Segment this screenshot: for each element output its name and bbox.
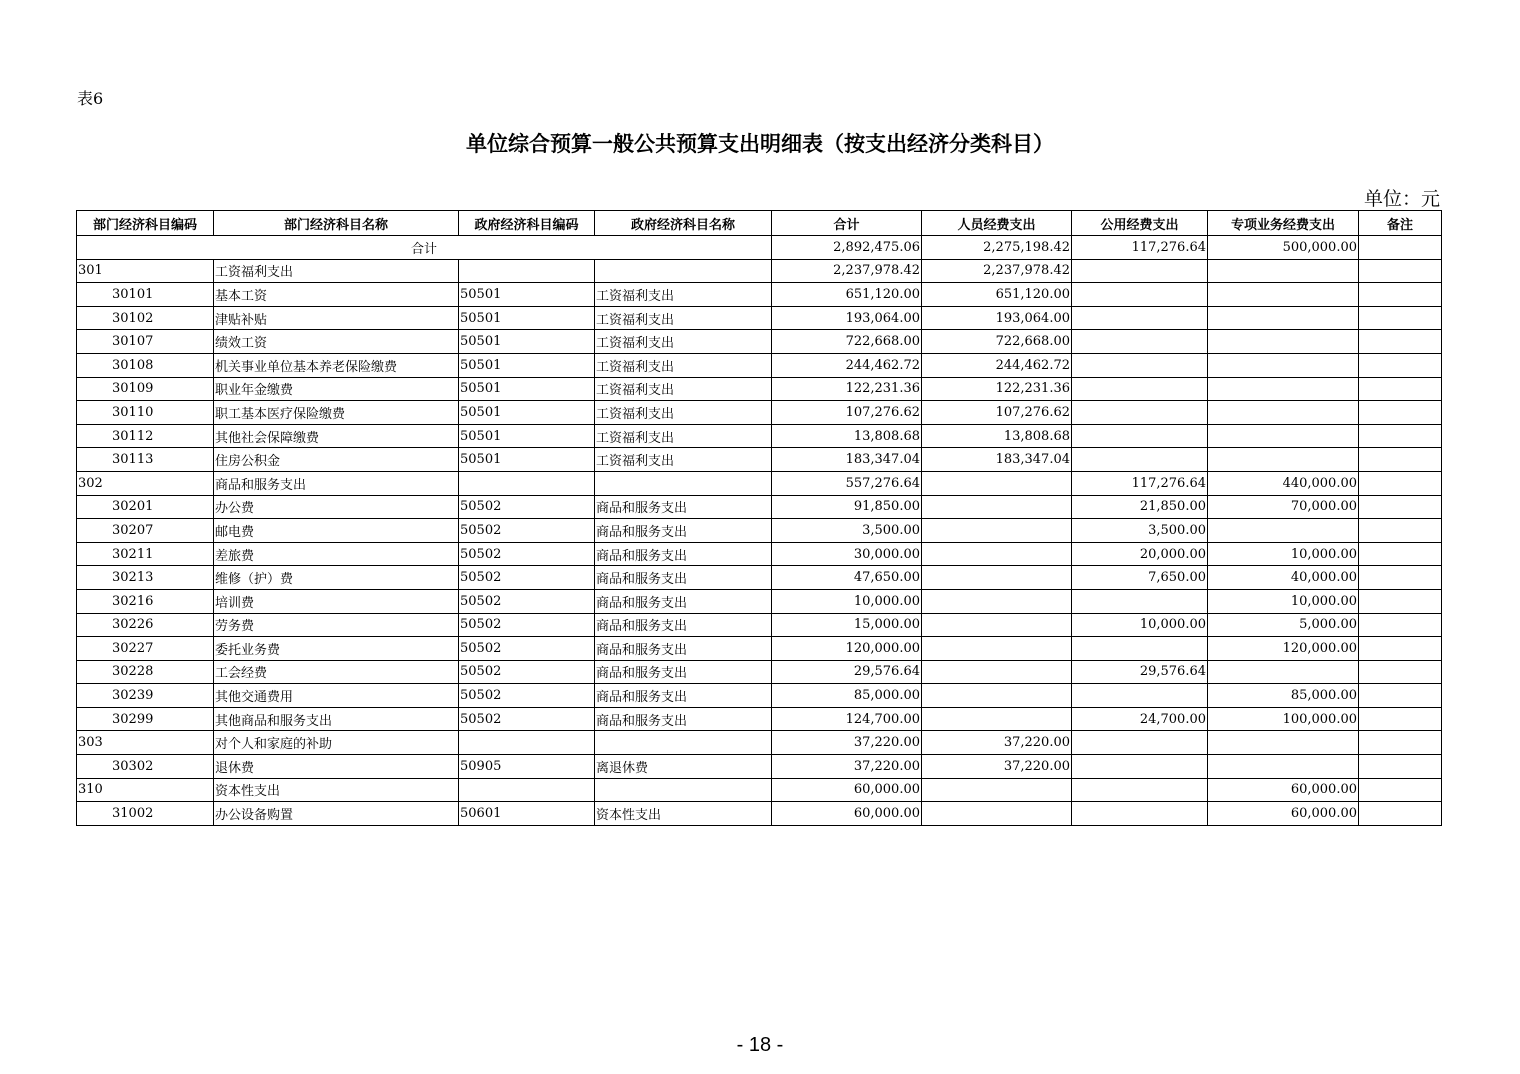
remark-cell [1359, 330, 1442, 354]
total-cell: 15,000.00 [772, 613, 922, 637]
dept-name-cell: 劳务费 [214, 613, 459, 637]
table-row [77, 377, 1442, 401]
unit-label: 单位：元 [1363, 188, 1440, 210]
column-header: 部门经济科目编码 [77, 211, 214, 236]
personnel-cell [922, 589, 1072, 613]
dept-name-cell: 商品和服务支出 [214, 471, 459, 495]
special-cell [1208, 424, 1359, 448]
gov-name-cell: 商品和服务支出 [595, 566, 772, 590]
dept-name-cell: 工会经费 [214, 660, 459, 684]
dept-code-cell: 30113 [77, 448, 214, 472]
dept-name-cell: 资本性支出 [214, 778, 459, 802]
public-cell [1072, 401, 1208, 425]
total-cell: 120,000.00 [772, 637, 922, 661]
total-cell: 124,700.00 [772, 707, 922, 731]
remark-cell [1359, 471, 1442, 495]
dept-code-cell: 30211 [77, 542, 214, 566]
personnel-cell: 2,237,978.42 [922, 259, 1072, 283]
dept-code-cell: 30101 [77, 283, 214, 307]
dept-name-cell: 其他商品和服务支出 [214, 707, 459, 731]
total-cell: 85,000.00 [772, 684, 922, 708]
table-row [77, 519, 1442, 543]
total-cell: 722,668.00 [772, 330, 922, 354]
special-cell: 10,000.00 [1208, 542, 1359, 566]
dept-code-cell: 30112 [77, 424, 214, 448]
dept-code-cell: 30207 [77, 519, 214, 543]
table-number: 表6 [77, 89, 104, 108]
special-cell: 500,000.00 [1208, 236, 1359, 260]
gov-name-cell: 工资福利支出 [595, 448, 772, 472]
total-cell: 30,000.00 [772, 542, 922, 566]
dept-code-cell: 30102 [77, 306, 214, 330]
table-row [77, 495, 1442, 519]
personnel-cell [922, 684, 1072, 708]
dept-code-cell: 302 [77, 471, 214, 495]
table-row [77, 778, 1442, 802]
gov-code-cell: 50501 [459, 283, 595, 307]
special-cell [1208, 660, 1359, 684]
table-row [77, 613, 1442, 637]
gov-name-cell: 工资福利支出 [595, 424, 772, 448]
dept-name-cell: 绩效工资 [214, 330, 459, 354]
special-cell: 40,000.00 [1208, 566, 1359, 590]
remark-cell [1359, 778, 1442, 802]
gov-name-cell: 工资福利支出 [595, 283, 772, 307]
special-cell [1208, 330, 1359, 354]
public-cell: 24,700.00 [1072, 707, 1208, 731]
gov-code-cell: 50502 [459, 707, 595, 731]
public-cell: 117,276.64 [1072, 471, 1208, 495]
gov-code-cell: 50502 [459, 542, 595, 566]
total-cell: 91,850.00 [772, 495, 922, 519]
remark-cell [1359, 495, 1442, 519]
total-cell: 3,500.00 [772, 519, 922, 543]
table-header-row [77, 211, 1442, 236]
dept-code-cell: 30216 [77, 589, 214, 613]
gov-code-cell: 50502 [459, 613, 595, 637]
dept-name-cell: 其他社会保障缴费 [214, 424, 459, 448]
remark-cell [1359, 377, 1442, 401]
special-cell [1208, 448, 1359, 472]
total-cell: 107,276.62 [772, 401, 922, 425]
remark-cell [1359, 353, 1442, 377]
table-row [77, 424, 1442, 448]
remark-cell [1359, 637, 1442, 661]
special-cell [1208, 755, 1359, 779]
remark-cell [1359, 424, 1442, 448]
personnel-cell: 651,120.00 [922, 283, 1072, 307]
personnel-cell: 37,220.00 [922, 731, 1072, 755]
special-cell [1208, 283, 1359, 307]
special-cell: 70,000.00 [1208, 495, 1359, 519]
special-cell: 440,000.00 [1208, 471, 1359, 495]
special-cell [1208, 519, 1359, 543]
dept-name-cell: 机关事业单位基本养老保险缴费 [214, 353, 459, 377]
gov-code-cell: 50501 [459, 424, 595, 448]
page-number: - 18 - [736, 1034, 784, 1056]
dept-name-cell: 邮电费 [214, 519, 459, 543]
public-cell [1072, 306, 1208, 330]
dept-code-cell: 310 [77, 778, 214, 802]
total-cell: 47,650.00 [772, 566, 922, 590]
table-row [77, 684, 1442, 708]
public-cell: 10,000.00 [1072, 613, 1208, 637]
dept-name-cell: 培训费 [214, 589, 459, 613]
remark-cell [1359, 731, 1442, 755]
gov-code-cell: 50502 [459, 637, 595, 661]
dept-name-cell: 办公设备购置 [214, 802, 459, 826]
personnel-cell [922, 707, 1072, 731]
remark-cell [1359, 236, 1442, 260]
gov-code-cell [459, 471, 595, 495]
dept-code-cell: 30107 [77, 330, 214, 354]
personnel-cell: 122,231.36 [922, 377, 1072, 401]
personnel-cell: 183,347.04 [922, 448, 1072, 472]
remark-cell [1359, 613, 1442, 637]
gov-code-cell: 50502 [459, 660, 595, 684]
total-label: 合计 [77, 236, 772, 260]
dept-code-cell: 303 [77, 731, 214, 755]
public-cell [1072, 731, 1208, 755]
table-row [77, 660, 1442, 684]
column-header: 备注 [1359, 211, 1442, 236]
gov-code-cell: 50502 [459, 566, 595, 590]
public-cell [1072, 755, 1208, 779]
total-cell: 10,000.00 [772, 589, 922, 613]
public-cell: 20,000.00 [1072, 542, 1208, 566]
table-row [77, 755, 1442, 779]
public-cell: 21,850.00 [1072, 495, 1208, 519]
public-cell [1072, 589, 1208, 613]
column-header: 部门经济科目名称 [214, 211, 459, 236]
gov-name-cell: 工资福利支出 [595, 306, 772, 330]
column-header: 人员经费支出 [922, 211, 1072, 236]
public-cell [1072, 778, 1208, 802]
dept-code-cell: 30299 [77, 707, 214, 731]
special-cell: 60,000.00 [1208, 802, 1359, 826]
total-cell: 60,000.00 [772, 778, 922, 802]
gov-code-cell: 50601 [459, 802, 595, 826]
remark-cell [1359, 283, 1442, 307]
remark-cell [1359, 519, 1442, 543]
column-header: 公用经费支出 [1072, 211, 1208, 236]
personnel-cell: 37,220.00 [922, 755, 1072, 779]
personnel-cell: 244,462.72 [922, 353, 1072, 377]
total-cell: 557,276.64 [772, 471, 922, 495]
column-header: 政府经济科目编码 [459, 211, 595, 236]
gov-code-cell: 50502 [459, 495, 595, 519]
total-cell: 122,231.36 [772, 377, 922, 401]
public-cell: 29,576.64 [1072, 660, 1208, 684]
table-row [77, 471, 1442, 495]
dept-name-cell: 差旅费 [214, 542, 459, 566]
table-row [77, 802, 1442, 826]
dept-code-cell: 30239 [77, 684, 214, 708]
gov-code-cell: 50501 [459, 401, 595, 425]
gov-code-cell: 50502 [459, 589, 595, 613]
personnel-cell: 722,668.00 [922, 330, 1072, 354]
gov-name-cell [595, 259, 772, 283]
total-cell: 2,892,475.06 [772, 236, 922, 260]
gov-name-cell: 商品和服务支出 [595, 637, 772, 661]
dept-code-cell: 30110 [77, 401, 214, 425]
special-cell [1208, 259, 1359, 283]
column-header: 合计 [772, 211, 922, 236]
remark-cell [1359, 755, 1442, 779]
remark-cell [1359, 401, 1442, 425]
gov-name-cell: 离退休费 [595, 755, 772, 779]
gov-name-cell [595, 731, 772, 755]
remark-cell [1359, 802, 1442, 826]
special-cell [1208, 377, 1359, 401]
gov-code-cell: 50501 [459, 330, 595, 354]
special-cell: 60,000.00 [1208, 778, 1359, 802]
budget-table [76, 210, 1442, 826]
gov-name-cell: 商品和服务支出 [595, 660, 772, 684]
dept-code-cell: 31002 [77, 802, 214, 826]
table-row [77, 731, 1442, 755]
total-cell: 193,064.00 [772, 306, 922, 330]
dept-name-cell: 对个人和家庭的补助 [214, 731, 459, 755]
personnel-cell [922, 637, 1072, 661]
public-cell [1072, 283, 1208, 307]
page-title: 单位综合预算一般公共预算支出明细表（按支出经济分类科目） [466, 131, 1054, 156]
total-cell: 244,462.72 [772, 353, 922, 377]
special-cell: 100,000.00 [1208, 707, 1359, 731]
table-row [77, 283, 1442, 307]
personnel-cell: 13,808.68 [922, 424, 1072, 448]
personnel-cell [922, 566, 1072, 590]
remark-cell [1359, 306, 1442, 330]
gov-name-cell: 资本性支出 [595, 802, 772, 826]
gov-code-cell: 50501 [459, 306, 595, 330]
remark-cell [1359, 707, 1442, 731]
public-cell: 7,650.00 [1072, 566, 1208, 590]
table-row [77, 401, 1442, 425]
gov-code-cell: 50502 [459, 519, 595, 543]
gov-name-cell: 工资福利支出 [595, 330, 772, 354]
dept-name-cell: 职业年金缴费 [214, 377, 459, 401]
dept-name-cell: 住房公积金 [214, 448, 459, 472]
public-cell: 3,500.00 [1072, 519, 1208, 543]
table-row [77, 637, 1442, 661]
remark-cell [1359, 448, 1442, 472]
total-cell: 651,120.00 [772, 283, 922, 307]
dept-name-cell: 办公费 [214, 495, 459, 519]
remark-cell [1359, 566, 1442, 590]
total-cell: 37,220.00 [772, 731, 922, 755]
gov-code-cell: 50501 [459, 353, 595, 377]
gov-name-cell: 商品和服务支出 [595, 613, 772, 637]
total-cell: 13,808.68 [772, 424, 922, 448]
table-row [77, 448, 1442, 472]
dept-name-cell: 退休费 [214, 755, 459, 779]
table-row [77, 542, 1442, 566]
special-cell [1208, 401, 1359, 425]
dept-code-cell: 30109 [77, 377, 214, 401]
gov-name-cell: 工资福利支出 [595, 353, 772, 377]
total-cell: 2,237,978.42 [772, 259, 922, 283]
table-row [77, 566, 1442, 590]
gov-code-cell: 50502 [459, 684, 595, 708]
dept-name-cell: 职工基本医疗保险缴费 [214, 401, 459, 425]
dept-name-cell: 基本工资 [214, 283, 459, 307]
gov-code-cell: 50905 [459, 755, 595, 779]
gov-code-cell: 50501 [459, 448, 595, 472]
personnel-cell [922, 495, 1072, 519]
special-cell: 10,000.00 [1208, 589, 1359, 613]
dept-code-cell: 30226 [77, 613, 214, 637]
gov-name-cell [595, 778, 772, 802]
personnel-cell: 107,276.62 [922, 401, 1072, 425]
dept-code-cell: 30227 [77, 637, 214, 661]
dept-name-cell: 其他交通费用 [214, 684, 459, 708]
dept-code-cell: 301 [77, 259, 214, 283]
dept-name-cell: 维修（护）费 [214, 566, 459, 590]
table-row [77, 259, 1442, 283]
personnel-cell [922, 778, 1072, 802]
public-cell: 117,276.64 [1072, 236, 1208, 260]
dept-name-cell: 委托业务费 [214, 637, 459, 661]
table-row [77, 306, 1442, 330]
dept-code-cell: 30228 [77, 660, 214, 684]
table-row [77, 589, 1442, 613]
personnel-cell: 2,275,198.42 [922, 236, 1072, 260]
remark-cell [1359, 542, 1442, 566]
special-cell [1208, 306, 1359, 330]
gov-name-cell: 商品和服务支出 [595, 684, 772, 708]
dept-code-cell: 30108 [77, 353, 214, 377]
dept-name-cell: 工资福利支出 [214, 259, 459, 283]
public-cell [1072, 259, 1208, 283]
table-row [77, 707, 1442, 731]
remark-cell [1359, 684, 1442, 708]
table-row [77, 330, 1442, 354]
gov-code-cell [459, 778, 595, 802]
personnel-cell [922, 660, 1072, 684]
public-cell [1072, 684, 1208, 708]
gov-code-cell [459, 731, 595, 755]
total-cell: 183,347.04 [772, 448, 922, 472]
column-header: 专项业务经费支出 [1208, 211, 1359, 236]
gov-name-cell: 商品和服务支出 [595, 589, 772, 613]
total-cell: 60,000.00 [772, 802, 922, 826]
gov-name-cell: 商品和服务支出 [595, 519, 772, 543]
special-cell: 85,000.00 [1208, 684, 1359, 708]
dept-name-cell: 津贴补贴 [214, 306, 459, 330]
public-cell [1072, 802, 1208, 826]
personnel-cell: 193,064.00 [922, 306, 1072, 330]
gov-name-cell [595, 471, 772, 495]
gov-code-cell: 50501 [459, 377, 595, 401]
special-cell [1208, 353, 1359, 377]
personnel-cell [922, 802, 1072, 826]
gov-code-cell [459, 259, 595, 283]
public-cell [1072, 353, 1208, 377]
personnel-cell [922, 542, 1072, 566]
personnel-cell [922, 613, 1072, 637]
public-cell [1072, 637, 1208, 661]
gov-name-cell: 商品和服务支出 [595, 495, 772, 519]
dept-code-cell: 30213 [77, 566, 214, 590]
remark-cell [1359, 660, 1442, 684]
table-row [77, 353, 1442, 377]
personnel-cell [922, 519, 1072, 543]
total-cell: 37,220.00 [772, 755, 922, 779]
public-cell [1072, 330, 1208, 354]
total-cell: 29,576.64 [772, 660, 922, 684]
special-cell: 5,000.00 [1208, 613, 1359, 637]
personnel-cell [922, 471, 1072, 495]
gov-name-cell: 商品和服务支出 [595, 542, 772, 566]
remark-cell [1359, 259, 1442, 283]
special-cell: 120,000.00 [1208, 637, 1359, 661]
dept-code-cell: 30302 [77, 755, 214, 779]
public-cell [1072, 424, 1208, 448]
public-cell [1072, 377, 1208, 401]
special-cell [1208, 731, 1359, 755]
gov-name-cell: 商品和服务支出 [595, 707, 772, 731]
gov-name-cell: 工资福利支出 [595, 377, 772, 401]
remark-cell [1359, 589, 1442, 613]
column-header: 政府经济科目名称 [595, 211, 772, 236]
total-row [77, 236, 1442, 260]
public-cell [1072, 448, 1208, 472]
gov-name-cell: 工资福利支出 [595, 401, 772, 425]
dept-code-cell: 30201 [77, 495, 214, 519]
